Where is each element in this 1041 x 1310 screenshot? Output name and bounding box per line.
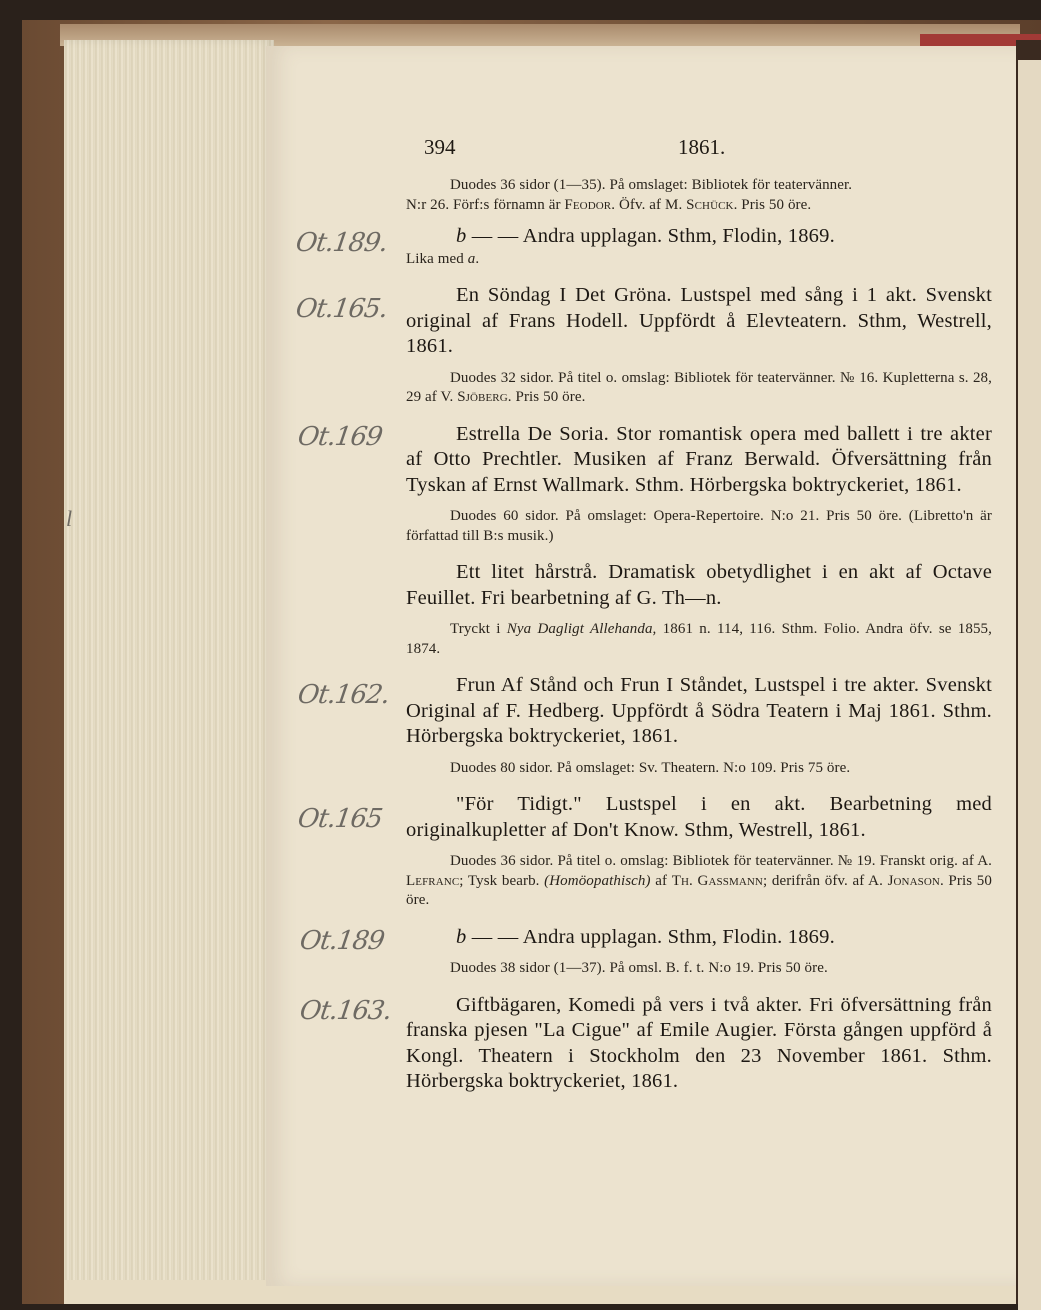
entry-note: Tryckt i Nya Dagligt Allehanda, 1861 n. 114, 116. Sthm. Folio. Andra öfv. se 1855, 1874.: [406, 621, 992, 657]
entry-title: b — — Andra upplagan. Sthm, Flodin. 1869.: [456, 925, 835, 948]
margin-note: Ot.189.: [293, 228, 390, 258]
margin-note: Ot.169: [295, 422, 384, 452]
entry-title: Frun Af Stånd och Frun I Ståndet, Lustspel i tre akter. Svenskt Original af F. Hedberg. Uppfördt å Södra Teatern i Maj 1861. Sthm. Hörbergska boktryckeriet, 1861.: [406, 674, 992, 747]
margin-note: Ot.189: [297, 926, 386, 956]
entry-note: Duodes 32 sidor. På titel o. omslag: Bibliotek för teatervänner. № 16. Kupletterna s. 28, 29 af V. Sjöberg. Pris 50 öre.: [406, 369, 992, 405]
entry-note: N:r 26. Förf:s förnamn är Feodor. Öfv. af M. Schück. Pris 50 öre.: [406, 196, 812, 213]
page-stack-edge: [64, 40, 274, 1290]
entry-note: Duodes 60 sidor. På omslaget: Opera-Repertoire. N:o 21. Pris 50 öre. (Libretto'n är författad till B:s musik.): [406, 508, 992, 544]
entry-note: Duodes 80 sidor. På omslaget: Sv. Theatern. N:o 109. Pris 75 öre.: [450, 759, 851, 776]
entry-title: Ett litet hårstrå. Dramatisk obetydlighet i en akt af Octave Feuillet. Fri bearbetning af G. Th—n.: [406, 561, 992, 609]
entry-note: Duodes 36 sidor. På titel o. omslag: Bibliotek för teatervänner. № 19. Franskt orig. af A. Lefranc; Tysk bearb. (Homöopathisch) af Th. Gassmann; derifrån öfv. af A. Jonason. Pris 50 öre.: [406, 853, 992, 908]
page-number: 394: [424, 135, 456, 159]
margin-note: Ot.163.: [297, 996, 394, 1026]
entry-note: Lika med a.: [406, 250, 480, 267]
entry-note: Duodes 36 sidor (1—35). På omslaget: Bibliotek för teatervänner.: [450, 177, 853, 193]
margin-mark: l: [66, 506, 73, 531]
page-body: [406, 176, 992, 1095]
margin-note: Ot.165: [295, 804, 384, 834]
entry-title: Estrella De Soria. Stor romantisk opera med ballett i tre akter af Otto Prechtler. Musiken af Franz Berwald. Öfversättning från Tyskan af Ernst Wallmark. Sthm. Hörbergska boktryckeriet, 1861.: [406, 422, 992, 496]
running-year: 1861.: [678, 135, 726, 159]
next-page-edge: [1016, 40, 1041, 1304]
margin-note: Ot.162.: [295, 680, 392, 710]
entry-title: Giftbägaren, Komedi på vers i två akter. Fri öfversättning från franska pjesen "La Cigue" af Emile Augier. Första gången uppförd å Kongl. Theatern i Stockholm den 23 November 1861. Sthm. Hörbergska boktryckeriet, 1861.: [406, 993, 992, 1092]
margin-note: Ot.165.: [293, 294, 390, 324]
page-header: [0, 135, 1041, 165]
entry-note: Duodes 38 sidor (1—37). På omsl. B. f. t. N:o 19. Pris 50 öre.: [450, 960, 828, 976]
entry-title: En Söndag I Det Gröna. Lustspel med sång i 1 akt. Svenskt original af Frans Hodell. Uppfördt å Elevteatern. Sthm, Westrell, 1861.: [406, 284, 992, 357]
entry-title: b — — Andra upplagan. Sthm, Flodin, 1869.: [456, 225, 835, 247]
entry-title: "För Tidigt." Lustspel i en akt. Bearbetning med originalkupletter af Don't Know. Sthm, Westrell, 1861.: [406, 793, 992, 841]
